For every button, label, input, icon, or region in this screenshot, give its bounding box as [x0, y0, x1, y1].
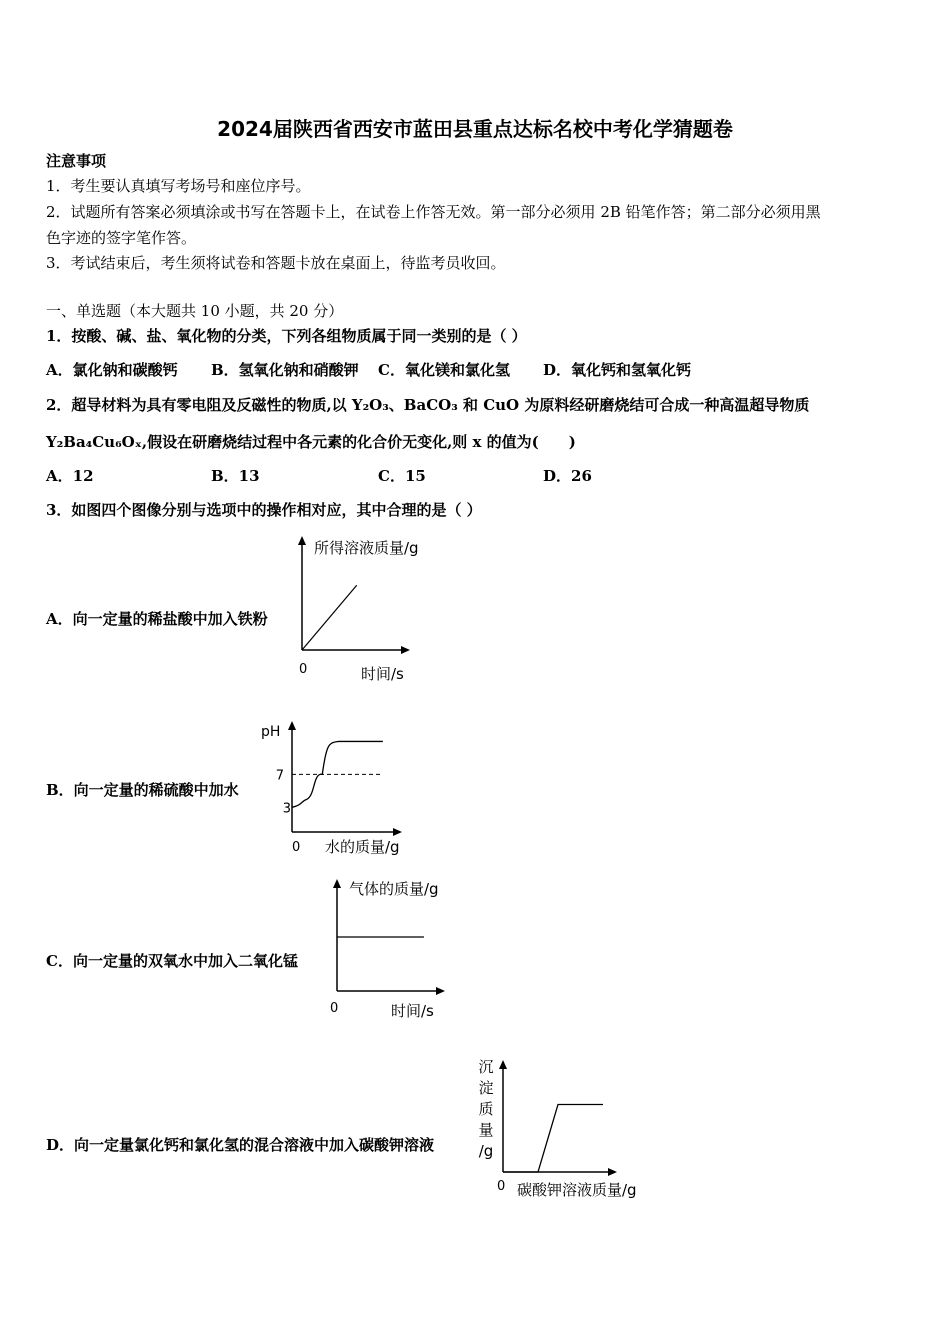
q2-option-c: C．15	[378, 467, 426, 485]
q1-option-d: D．氧化钙和氢氧化钙	[543, 361, 692, 379]
chart-c	[295, 873, 470, 1028]
data-line	[302, 585, 357, 650]
y-axis-arrow	[499, 1060, 507, 1069]
ph7-label: 7	[275, 768, 284, 784]
q1-option-b: B．氢氧化钠和硝酸钾	[211, 361, 359, 379]
x-axis-label: 时间/s	[391, 1002, 434, 1020]
x-axis-arrow	[436, 987, 445, 995]
y-axis-label: 所得溶液质量/g	[314, 539, 419, 557]
y-axis-arrow	[298, 536, 306, 545]
y-axis-arrow	[288, 721, 296, 730]
q1-stem: 1．按酸、碱、盐、氧化物的分类，下列各组物质属于同一类别的是（ ）	[46, 327, 527, 345]
chart-d	[470, 1052, 670, 1207]
q3-option-b: B．向一定量的稀硫酸中加水	[46, 781, 239, 799]
x-axis-label: 碳酸钾溶液质量/g	[517, 1181, 637, 1199]
y-axis-label-char: /g	[478, 1142, 494, 1160]
q2-stem-line2: Y₂Ba₄Cu₆Oₓ,假设在研磨烧结过程中各元素的化合价无变化,则 x 的值为( )	[46, 433, 576, 451]
y-axis-label-char: 沉	[478, 1058, 494, 1076]
notice-item: 1．考生要认真填写考场号和座位序号。	[46, 177, 311, 195]
q2-option-b: B．13	[211, 467, 260, 485]
chart-b	[255, 715, 425, 865]
origin-label: 0	[497, 1179, 506, 1194]
y-axis-label: 气体的质量/g	[349, 880, 439, 898]
q1-option-a: A．氯化钠和碳酸钙	[46, 361, 178, 379]
y-axis-label-char: 淀	[478, 1079, 494, 1097]
ph3-label: 3	[282, 801, 291, 817]
x-axis-label: 时间/s	[361, 665, 404, 683]
notice-item: 色字迹的签字笔作答。	[46, 229, 197, 247]
x-axis-label: 水的质量/g	[325, 838, 400, 856]
q2-option-d: D．26	[543, 467, 592, 485]
q3-option-a: A．向一定量的稀盐酸中加入铁粉	[46, 610, 268, 628]
page-title: 2024届陕西省西安市蓝田县重点达标名校中考化学猜题卷	[217, 117, 733, 141]
x-axis-arrow	[401, 646, 410, 654]
q2-option-a: A．12	[46, 467, 94, 485]
notice-heading: 注意事项	[46, 152, 107, 170]
q2-stem-line1: 2．超导材料为具有零电阻及反磁性的物质,以 Y₂O₃、BaCO₃ 和 CuO 为原料经研磨烧结可合成一种高温超导物质	[46, 396, 810, 414]
section-heading: 一、单选题（本大题共 10 小题，共 20 分）	[46, 302, 344, 320]
q3-option-c: C．向一定量的双氧水中加入二氧化锰	[46, 952, 298, 970]
data-line	[503, 1105, 603, 1173]
y-axis-label-char: 质	[478, 1100, 494, 1118]
notice-item: 3．考试结束后，考生须将试卷和答题卡放在桌面上，待监考员收回。	[46, 254, 506, 272]
origin-label: 0	[330, 1001, 339, 1016]
origin-label: 0	[292, 840, 301, 855]
chart-a	[260, 530, 450, 690]
y-axis-label-char: 量	[478, 1121, 494, 1139]
q3-option-d: D．向一定量氯化钙和氯化氢的混合溶液中加入碳酸钾溶液	[46, 1136, 435, 1154]
notice-item: 2．试题所有答案必须填涂或书写在答题卡上，在试卷上作答无效。第一部分必须用 2B 铅笔作答；第二部分必须用黑	[46, 203, 821, 221]
x-axis-arrow	[393, 828, 402, 836]
q3-stem: 3．如图四个图像分别与选项中的操作相对应，其中合理的是（ ）	[46, 501, 482, 519]
y-axis-arrow	[333, 879, 341, 888]
x-axis-arrow	[608, 1168, 617, 1176]
y-axis-label	[478, 1058, 493, 1160]
origin-label: 0	[299, 662, 308, 677]
q1-option-c: C．氧化镁和氯化氢	[378, 361, 510, 379]
y-axis-label: pH	[261, 724, 281, 740]
